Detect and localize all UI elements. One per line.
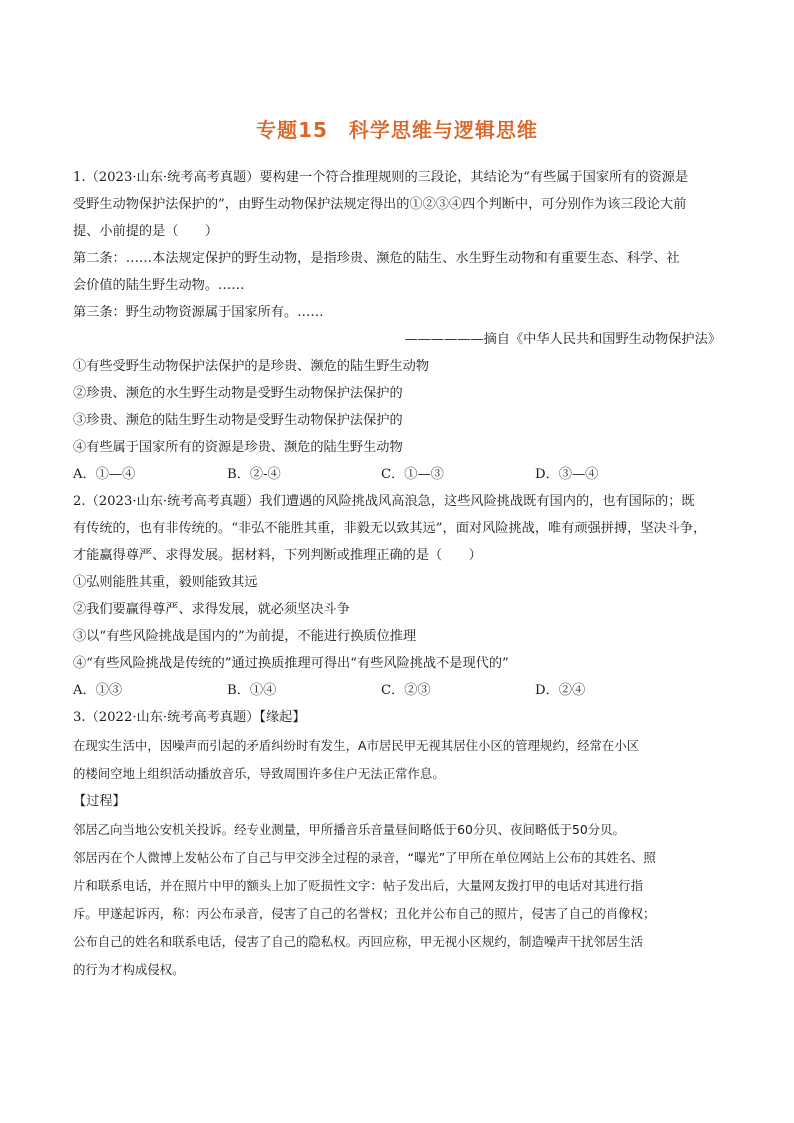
q2-line: 有传统的，也有非传统的。“非弘不能胜其重，非毅无以致其远”，面对风险挑战，唯有顽强拼搏，坚决斗争， <box>73 521 707 536</box>
q1-line: 提、小前提的是（ ） <box>73 224 219 239</box>
q1-item: ②珍贵、濒危的水生野生动物是受野生动物保护法保护的 <box>73 386 403 401</box>
question-2 <box>73 488 721 704</box>
q1-source: ——————摘自《中华人民共和国野生动物保护法》 <box>404 332 721 347</box>
q2-line: 才能赢得尊严、求得发展。据材料，下列判断或推理正确的是（ ） <box>73 548 482 563</box>
q1-line: 受野生动物保护法保护的”，由野生动物保护法规定得出的①②③④四个判断中，可分别作为该三段论大前 <box>73 197 687 212</box>
q2-option-a: A．①③ <box>73 683 123 698</box>
q2-item: ①弘则能胜其重，毅则能致其远 <box>73 575 258 590</box>
q1-item: ③珍贵、濒危的陆生野生动物是受野生动物保护法保护的 <box>73 413 403 428</box>
q3-line: 公布自己的姓名和联系电话，侵害了自己的隐私权。丙回应称，甲无视小区规约，制造噪声干扰邻居生活 <box>73 934 643 949</box>
q3-line: 邻居乙向当地公安机关投诉。经专业测量，甲所播音乐音量昼间略低于60分贝、夜间略低于50分贝。 <box>73 822 625 837</box>
q3-head: 3.（2022·山东·统考高考真题）【缘起】 <box>73 710 306 725</box>
q3-line: 的行为才构成侵权。 <box>73 962 185 977</box>
q3-line: 片和联系电话，并在照片中甲的额头上加了贬损性文字：帖子发出后，大量网友拨打甲的电话对其进行指 <box>73 878 643 893</box>
q1-line: 第二条：……本法规定保护的野生动物，是指珍贵、濒危的陆生、水生野生动物和有重要生态、科学、社 <box>73 251 680 266</box>
q3-section-heading: 【过程】 <box>73 794 126 809</box>
q1-option-c: C．①—③ <box>381 467 444 482</box>
page-title: 专题15 科学思维与逻辑思维 <box>256 118 538 142</box>
document-body <box>73 164 721 984</box>
q1-options <box>73 461 721 488</box>
q3-line: 在现实生活中，因噪声而引起的矛盾纠纷时有发生，A市居民甲无视其居住小区的管理规约，经常在小区 <box>73 738 640 753</box>
q1-line: 1.（2023·山东·统考高考真题）要构建一个符合推理规则的三段论，其结论为“有些属于国家所有的资源是 <box>73 170 689 185</box>
q3-line: 邻居丙在个人微博上发帖公布了自己与甲交涉全过程的录音，“曝光”了甲所在单位网站上公布的其姓名、照 <box>73 850 656 865</box>
q3-line: 的楼间空地上组织活动播放音乐，导致周围许多住户无法正常作息。 <box>73 766 445 781</box>
q1-line: 第三条：野生动物资源属于国家所有。…… <box>73 305 324 320</box>
q1-line: 会价值的陆生野生动物。…… <box>73 278 245 293</box>
q1-option-b: B．②-④ <box>227 467 281 482</box>
q1-option-d: D．③—④ <box>535 467 599 482</box>
q1-item: ④有些属于国家所有的资源是珍贵、濒危的陆生野生动物 <box>73 440 403 455</box>
q2-line: 2.（2023·山东·统考高考真题）我们遭遇的风险挑战风高浪急，这些风险挑战既有国内的，也有国际的；既 <box>73 494 695 509</box>
q2-item: ②我们要赢得尊严、求得发展，就必须坚决斗争 <box>73 602 350 617</box>
q2-option-c: C．②③ <box>381 683 431 698</box>
q2-item: ④“有些风险挑战是传统的”通过换质推理可得出“有些风险挑战不是现代的” <box>73 656 509 671</box>
q2-options <box>73 677 721 704</box>
q1-item: ①有些受野生动物保护法保护的是珍贵、濒危的陆生野生动物 <box>73 359 430 374</box>
q2-option-b: B．①④ <box>227 683 277 698</box>
q1-option-a: A．①—④ <box>73 467 136 482</box>
q2-item: ③以“有些风险挑战是国内的”为前提，不能进行换质位推理 <box>73 629 417 644</box>
q2-option-d: D．②④ <box>535 683 586 698</box>
question-3 <box>73 704 721 984</box>
q3-line: 斥。甲遂起诉丙，称：丙公布录音，侵害了自己的名誉权；丑化并公布自己的照片，侵害了自己的肖像权； <box>73 906 656 921</box>
question-1 <box>73 164 721 488</box>
